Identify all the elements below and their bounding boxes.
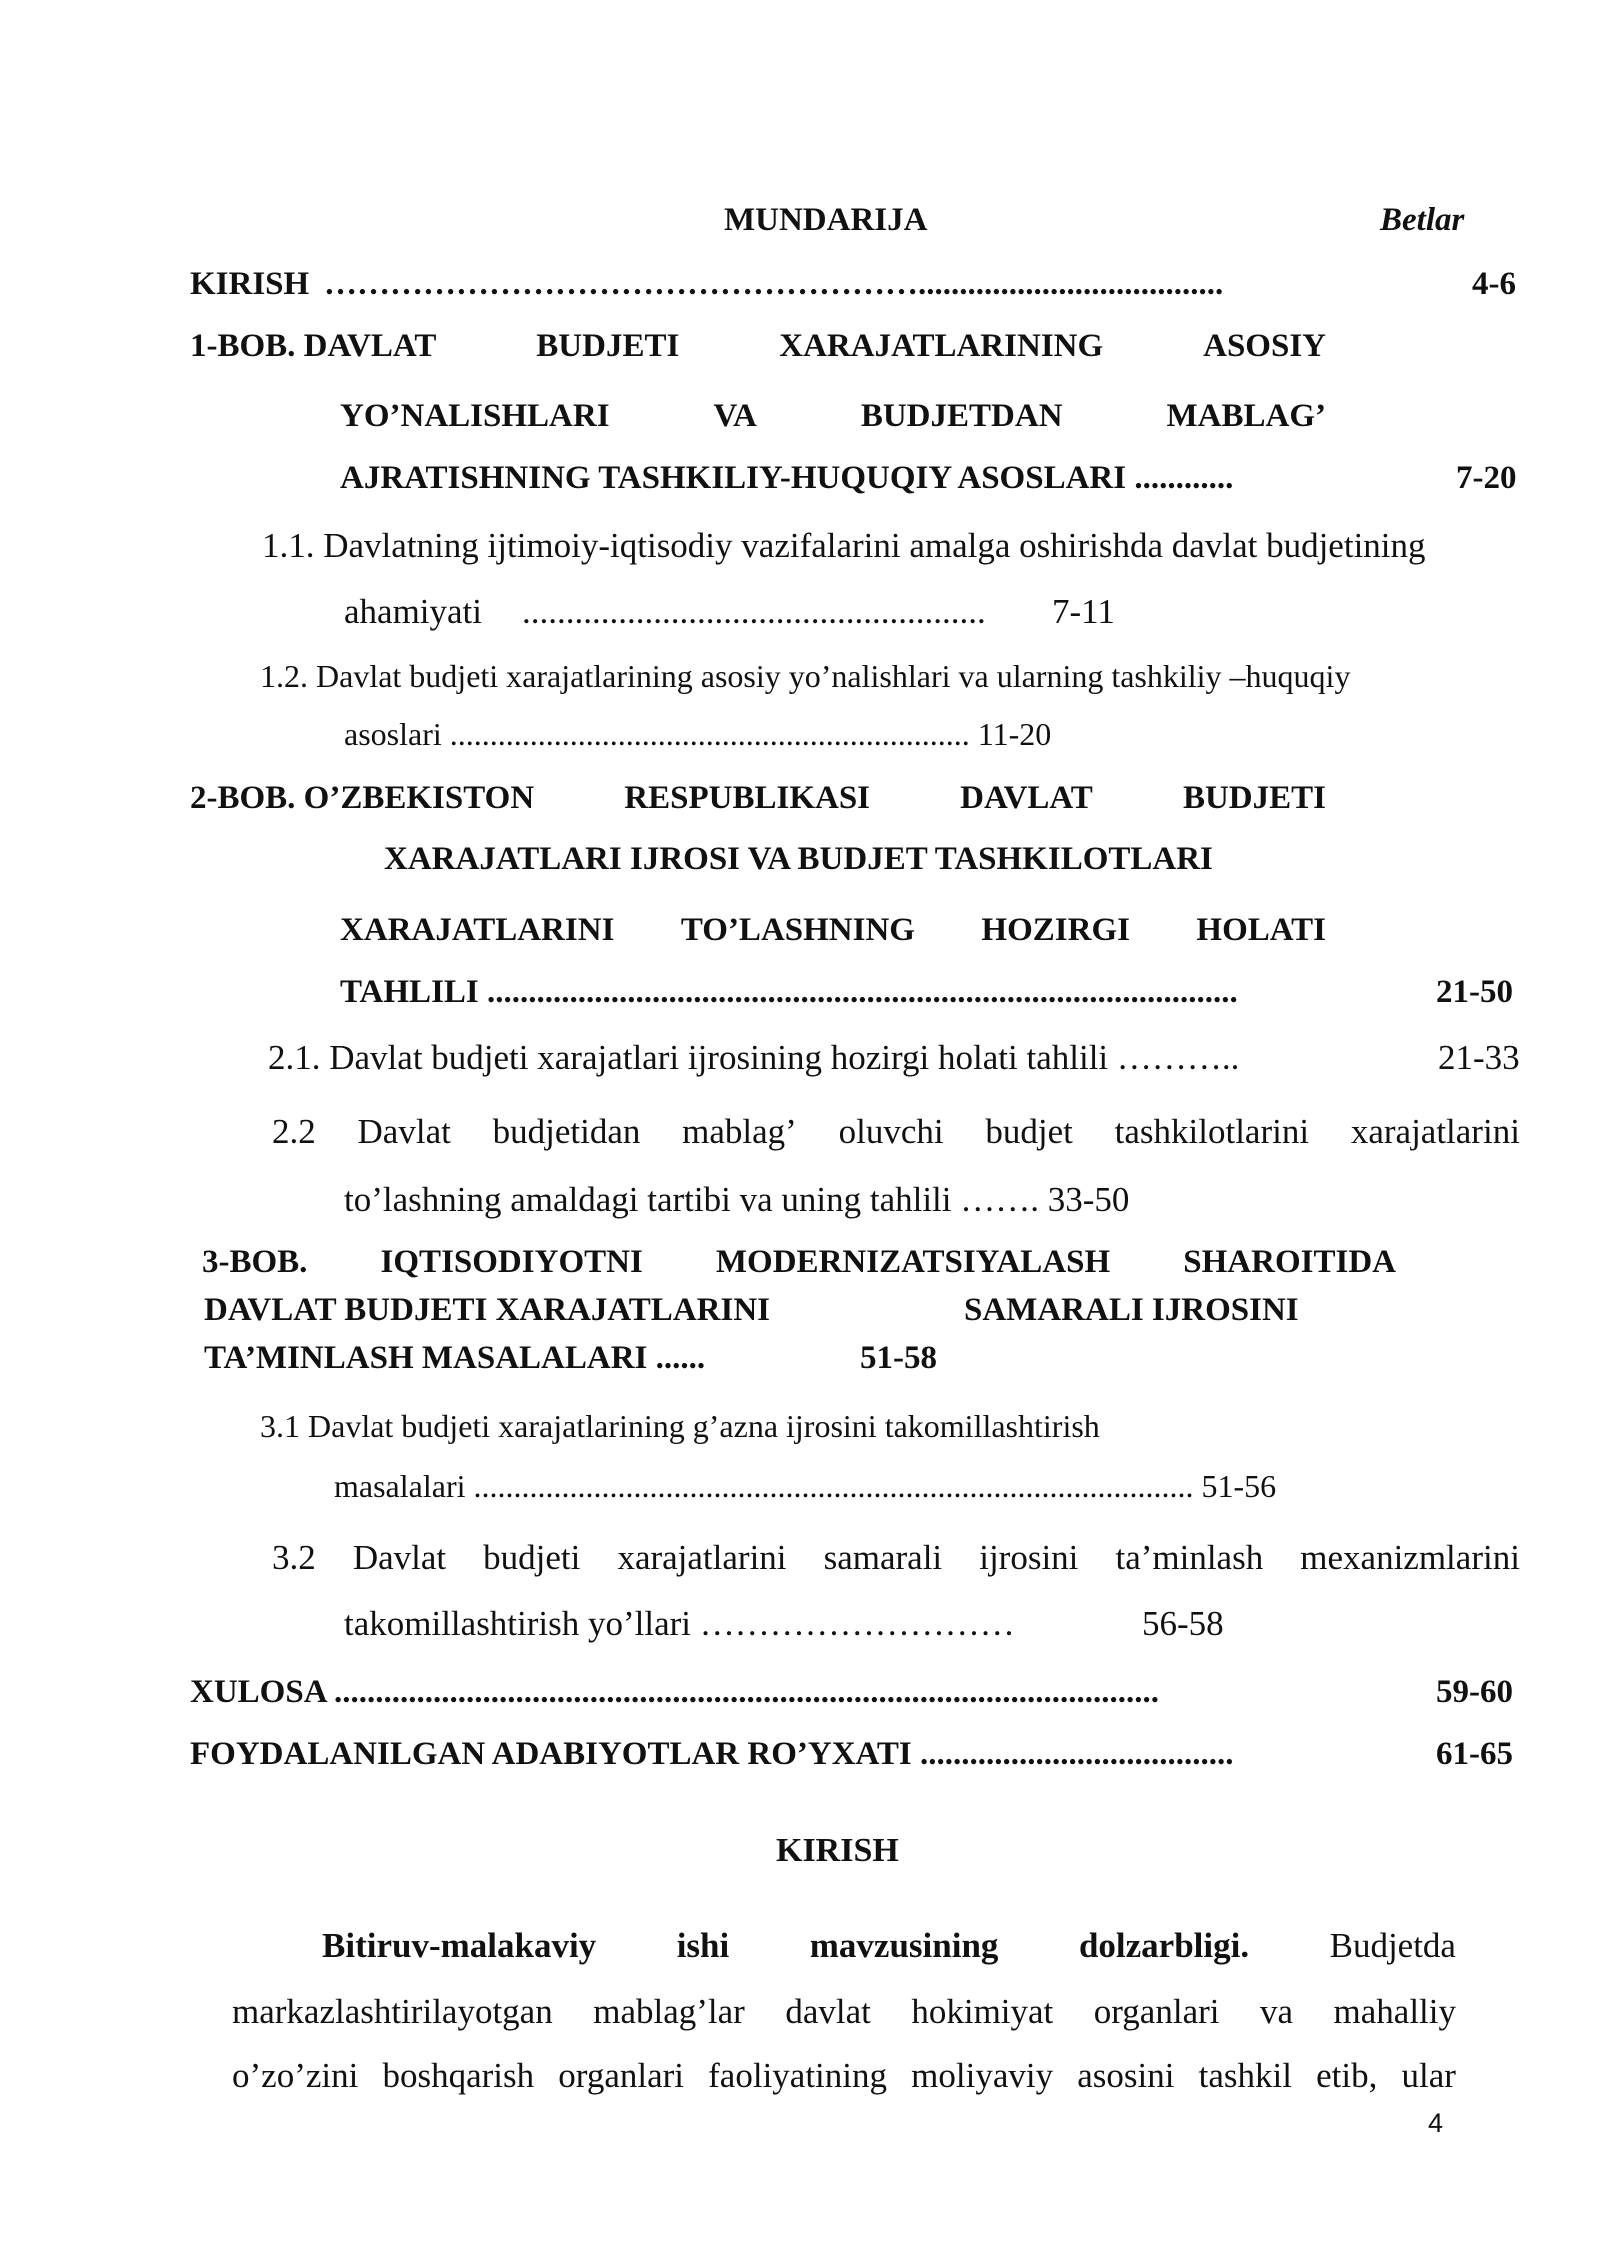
toc-section-1-1-line2: ahamiyati — [344, 592, 483, 631]
toc-chapter-3-line2: DAVLAT BUDJETI XARAJATLARINI — [204, 1292, 770, 1328]
toc-leader: ………………………………………………..................................... — [324, 268, 1224, 301]
toc-section-1-2-line2: asoslari ................................................................. 11-20 — [344, 716, 1052, 752]
toc-section-3-2-line2: takomillashtirish yo’llari ……………………… — [344, 1604, 1015, 1643]
toc-chapter-2-line3: XARAJATLARINI TO’LASHNING HOZIRGI HOLATI — [340, 912, 1326, 948]
toc-page-number: 61-65 — [1436, 1736, 1513, 1772]
toc-heading: MUNDARIJA — [724, 202, 928, 238]
toc-entry-kirish: KIRISH — [190, 266, 310, 302]
toc-chapter-3-line3: TA’MINLASH MASALALARI ...... — [204, 1340, 706, 1376]
intro-paragraph-line3: o’zo’zini boshqarish organlari faoliyatining moliyaviy asosini tashkil etib, ular — [232, 2056, 1456, 2095]
toc-chapter-3-line1: 3-BOB. IQTISODIYOTNI MODERNIZATSIYALASH SHAROITIDA — [202, 1244, 1396, 1280]
toc-pages-label: Betlar — [1380, 202, 1465, 238]
toc-leader: ..................................................... — [522, 594, 986, 629]
toc-chapter-1-line2: YO’NALISHLARI VA BUDJETDAN MABLAG’ — [340, 398, 1326, 434]
toc-page-number: 21-50 — [1436, 974, 1513, 1010]
toc-page-number: 56-58 — [1142, 1604, 1224, 1643]
toc-page-number: 4-6 — [1472, 266, 1516, 302]
toc-section-2-2-line1: 2.2 Davlat budjetidan mablag’ oluvchi budjet tashkilotlarini xarajatlarini — [272, 1112, 1520, 1151]
toc-section-2-1: 2.1. Davlat budjeti xarajatlari ijrosining hozirgi holati tahlili ……….. — [268, 1038, 1240, 1077]
toc-page-number: 7-20 — [1456, 460, 1517, 496]
intro-paragraph-line2: markazlashtirilayotgan mablag’lar davlat hokimiyat organlari va mahalliy — [232, 1992, 1456, 2031]
toc-chapter-2-line1: 2-BOB. O’ZBEKISTON RESPUBLIKASI DAVLAT BUDJETI — [190, 780, 1326, 816]
toc-section-1-2-line1: 1.2. Davlat budjeti xarajatlarining asosiy yo’nalishlari va ularning tashkiliy –huquqiy — [260, 658, 1351, 694]
toc-section-3-1-line2: masalalari .......................................................................................... 51-56 — [334, 1468, 1277, 1504]
toc-section-3-1-line1: 3.1 Davlat budjeti xarajatlarining g’azna ijrosini takomillashtirish — [260, 1408, 1100, 1444]
toc-chapter-1-line3: AJRATISHNING TASHKILIY-HUQUQIY ASOSLARI ............ — [340, 460, 1234, 496]
toc-chapter-3-line2b: SAMARALI IJROSINI — [964, 1292, 1299, 1328]
intro-paragraph-line1: Bitiruv-malakaviy ishi mavzusining dolzarbligi. Budjetda — [322, 1926, 1456, 1965]
toc-chapter-2-line2: XARAJATLARI IJROSI VA BUDJET TASHKILOTLARI — [384, 841, 1213, 877]
toc-entry-bibliography: FOYDALANILGAN ADABIYOTLAR RO’YXATI ...................................... — [190, 1738, 1234, 1771]
toc-page-number: 51-58 — [860, 1340, 937, 1376]
intro-heading: KIRISH — [776, 1832, 899, 1869]
toc-chapter-2-line4: TAHLILI ........................................................................................... — [340, 976, 1238, 1009]
toc-section-1-1-line1: 1.1. Davlatning ijtimoiy-iqtisodiy vazifalarini amalga oshirishda davlat budjetining — [262, 526, 1426, 565]
toc-section-3-2-line1: 3.2 Davlat budjeti xarajatlarini samarali ijrosini ta’minlash mexanizmlarini — [272, 1538, 1520, 1577]
toc-entry-xulosa: XULOSA .................................................................................................... — [190, 1676, 1159, 1709]
toc-section-2-2-line2: to’lashning amaldagi tartibi va uning tahlili ……. 33-50 — [344, 1180, 1130, 1219]
toc-page-number: 59-60 — [1436, 1674, 1513, 1710]
toc-page-number: 7-11 — [1052, 592, 1115, 631]
toc-page-number: 21-33 — [1438, 1038, 1520, 1077]
toc-chapter-1-line1: 1-BOB. DAVLAT BUDJETI XARAJATLARINING ASOSIY — [190, 328, 1326, 364]
page-number: 4 — [1428, 2108, 1444, 2138]
